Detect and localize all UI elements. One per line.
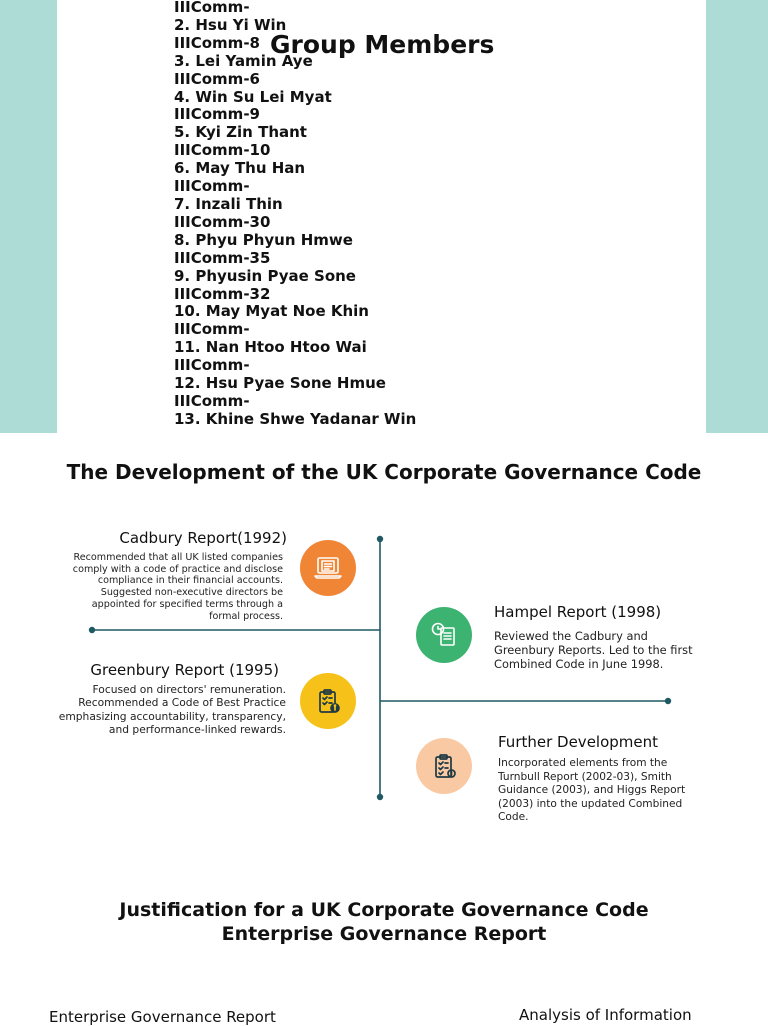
member-line: 5. Kyi Zin Thant bbox=[174, 123, 307, 142]
justification-line-1: Justification for a UK Corporate Governance Code bbox=[119, 899, 649, 921]
member-line: 12. Hsu Pyae Sone Hmue bbox=[174, 374, 386, 393]
greenbury-title: Greenbury Report (1995) bbox=[90, 661, 279, 679]
member-line: 6. May Thu Han bbox=[174, 159, 306, 178]
greenbury-description: Focused on directors' remuneration. Recommended a Code of Best Practice emphasizing accountability, transparency, and performance-linked rewards. bbox=[58, 683, 286, 737]
further-development-description: Incorporated elements from the Turnbull Report (2002-03), Smith Guidance (2003), and Higgs Report (2003) into the updated Combined Code. bbox=[498, 757, 686, 823]
member-line: 13. Khine Shwe Yadanar Win bbox=[174, 409, 417, 428]
cadbury-title: Cadbury Report(1992) bbox=[119, 529, 287, 547]
member-line: IIIComm-9 bbox=[174, 105, 260, 124]
bottom-left-label: Enterprise Governance Report bbox=[49, 1008, 276, 1026]
hampel-description: Reviewed the Cadbury and Greenbury Reports. Led to the first Combined Code in June 1998. bbox=[494, 629, 693, 672]
member-line: IIIComm-8 bbox=[174, 33, 260, 52]
timeline-title: The Development of the UK Corporate Governance Code bbox=[66, 460, 702, 484]
clock-document-icon bbox=[416, 607, 472, 663]
clipboard-check-icon bbox=[416, 738, 472, 794]
bottom-right-label: Analysis of Information bbox=[519, 1006, 692, 1024]
member-line: IIIComm-32 bbox=[174, 284, 271, 303]
further-development-title: Further Development bbox=[498, 733, 659, 751]
hampel-title: Hampel Report (1998) bbox=[494, 603, 662, 621]
member-line: IIIComm-10 bbox=[174, 141, 271, 160]
member-line: 7. Inzali Thin bbox=[174, 194, 283, 213]
justification-title bbox=[40, 898, 728, 946]
timeline-dot bbox=[89, 627, 95, 633]
member-line: IIIComm- bbox=[174, 391, 250, 410]
member-line: IIIComm- bbox=[174, 320, 250, 339]
member-line: 8. Phyu Phyun Hmwe bbox=[174, 230, 353, 249]
timeline-dot bbox=[665, 698, 671, 704]
member-line: 11. Nan Htoo Htoo Wai bbox=[174, 338, 367, 357]
cadbury-description: Recommended that all UK listed companies comply with a code of practice and disclose compliance in their financial accounts. Suggested non-executive directors be appointed for specified terms through a formal process. bbox=[72, 552, 283, 622]
member-line: 2. Hsu Yi Win bbox=[174, 15, 287, 34]
group-members-title: Group Members bbox=[270, 30, 495, 59]
laptop-document-icon bbox=[300, 540, 356, 596]
member-line: IIIComm- bbox=[174, 356, 250, 375]
member-line: IIIComm-30 bbox=[174, 212, 271, 231]
member-line: IIIComm- bbox=[174, 0, 250, 16]
timeline-dot bbox=[377, 794, 383, 800]
member-line: 10. May Myat Noe Khin bbox=[174, 302, 369, 321]
member-line: 3. Lei Yamin Aye bbox=[174, 51, 313, 70]
member-line: 4. Win Su Lei Myat bbox=[174, 87, 332, 106]
member-line: IIIComm-6 bbox=[174, 69, 260, 88]
member-line: IIIComm- bbox=[174, 177, 250, 196]
justification-line-2: Enterprise Governance Report bbox=[221, 923, 547, 945]
member-line: 9. Phyusin Pyae Sone bbox=[174, 266, 356, 285]
member-line: IIIComm-35 bbox=[174, 248, 271, 267]
clipboard-info-icon bbox=[300, 673, 356, 729]
timeline-dot bbox=[377, 536, 383, 542]
